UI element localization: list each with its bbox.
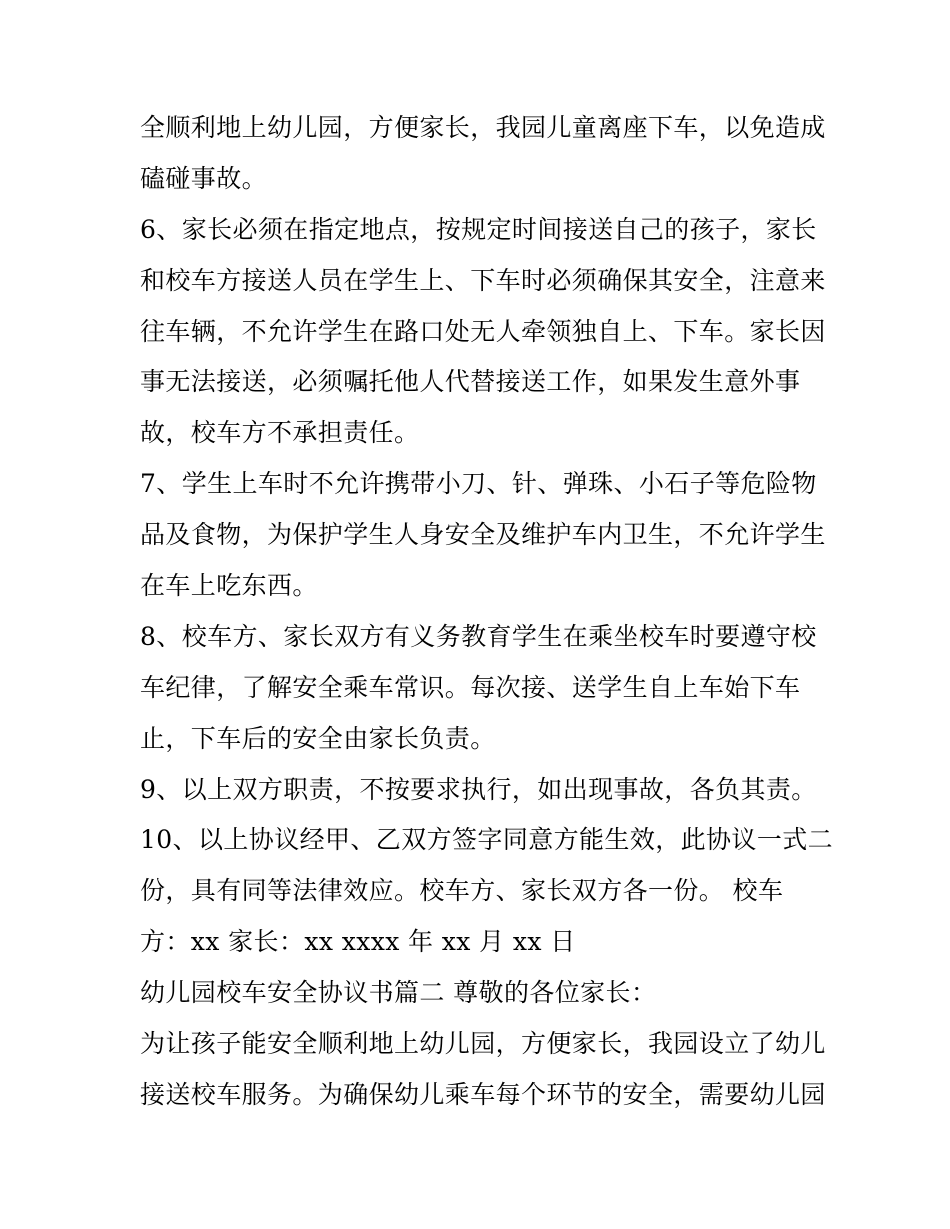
text-line: 故，校车方不承担责任。 — [140, 418, 420, 448]
text-line: 事无法接送，必须嘱托他人代替接送工作，如果发生意外事 — [140, 367, 801, 397]
text-line: 为让孩子能安全顺利地上幼儿园，方便家长，我园设立了幼儿 — [140, 1029, 826, 1059]
text-line: 7、学生上车时不允许携带小刀、针、弹珠、小石子等危险物 — [140, 469, 817, 499]
text-line: 8、校车方、家长双方有义务教育学生在乘坐校车时要遵守校 — [140, 621, 817, 651]
section-heading-line: 幼儿园校车安全协议书篇二 尊敬的各位家长： — [140, 978, 657, 1008]
text-line: 车纪律，了解安全乘车常识。每次接、送学生自上车始下车 — [140, 672, 801, 702]
text-line: 接送校车服务。为确保幼儿乘车每个环节的安全，需要幼儿园 — [140, 1079, 826, 1109]
text-line: 全顺利地上幼儿园，方便家长，我园儿童离座下车，以免造成 — [140, 113, 826, 142]
document-body — [140, 103, 840, 1121]
text-line: 份，具有同等法律效应。校车方、家长双方各一份。 校车 — [140, 876, 784, 906]
text-line: 止，下车后的安全由家长负责。 — [140, 723, 496, 753]
text-line: 方：xx 家长：xx xxxx 年 xx 月 xx 日 — [140, 927, 576, 957]
text-line: 和校车方接送人员在学生上、下车时必须确保其安全，注意来 — [140, 265, 826, 295]
text-line: 磕碰事故。 — [140, 163, 268, 193]
text-line: 往车辆，不允许学生在路口处无人牵领独自上、下车。家长因 — [140, 316, 826, 346]
text-line: 9、以上双方职责，不按要求执行，如出现事故，各负其责。 — [140, 774, 817, 804]
text-line: 品及食物，为保护学生人身安全及维护车内卫生，不允许学生 — [140, 520, 826, 550]
text-line: 6、家长必须在指定地点，按规定时间接送自己的孩子，家长 — [140, 214, 817, 244]
text-line: 10、以上协议经甲、乙双方签字同意方能生效，此协议一式二 — [140, 825, 834, 855]
text-line: 在车上吃东西。 — [140, 571, 318, 601]
